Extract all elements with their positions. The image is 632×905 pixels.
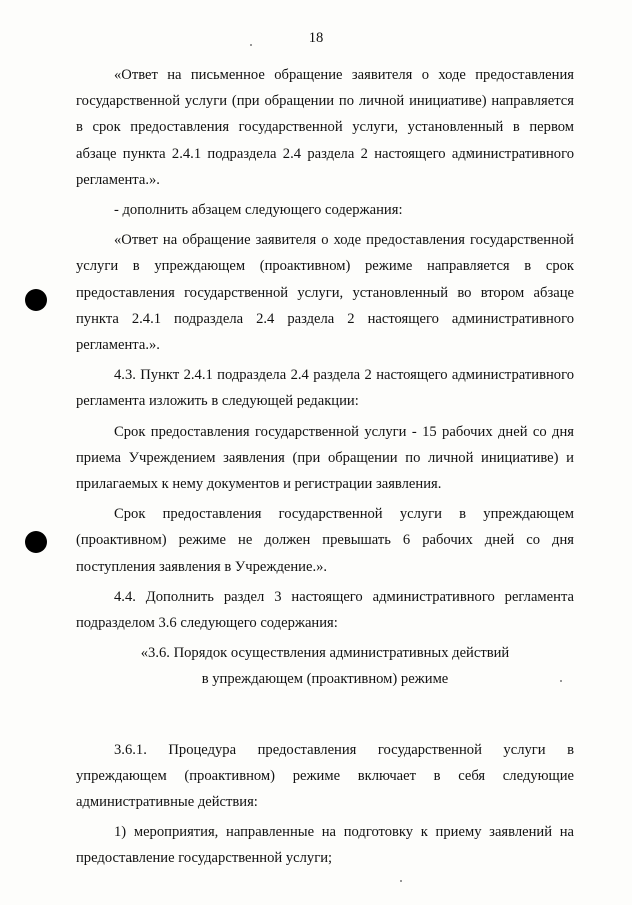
scan-speck: [400, 880, 402, 882]
binder-hole-bottom: [25, 531, 47, 553]
section-heading: [76, 640, 574, 692]
binder-hole-top: [25, 289, 47, 311]
paragraph: Срок предоставления государственной услуги в упреждающем (проактивном) режиме не должен превышать 6 рабочих дней со дня поступления заявления в Учреждение.».: [76, 506, 574, 575]
paragraph: 1) мероприятия, направленные на подготовку к приему заявлений на предоставление государственной услуги;: [76, 824, 574, 867]
paragraph: 4.3. Пункт 2.4.1 подраздела 2.4 раздела 2 настоящего административного регламента изложить в следующей редакции:: [76, 367, 574, 410]
paragraph: «Ответ на письменное обращение заявителя о ходе предоставления государственной услуги (при обращении по личной инициативе) направляется в срок предоставления государственной услуги, установленный в первом абзаце пункта 2.4.1 подраздела 2.4 раздела 2 настоящего административного регламента.».: [76, 67, 574, 188]
paragraph: - дополнить абзацем следующего содержания:: [114, 202, 403, 219]
page-number: 18: [308, 30, 324, 46]
section-heading-line-2: в упреждающем (проактивном) режиме: [201, 671, 449, 688]
document-body: [76, 62, 574, 876]
paragraph: «Ответ на обращение заявителя о ходе предоставления государственной услуги в упреждающем (проактивном) режиме направляется в срок предоставления государственной услуги, установленный во втором абзаце пункта 2.4.1 подраздела 2.4 раздела 2 настоящего административного регламента.».: [76, 232, 574, 354]
section-heading-line-1: «3.6. Порядок осуществления административных действий: [140, 645, 510, 662]
paragraph: 4.4. Дополнить раздел 3 настоящего административного регламента подразделом 3.6 следующего содержания:: [76, 588, 574, 632]
paragraph: Срок предоставления государственной услуги - 15 рабочих дней со дня приема Учреждением заявления (при обращении по личной инициативе) и прилагаемых к нему документов и регистрации заявления.: [76, 423, 574, 493]
paragraph: 3.6.1. Процедура предоставления государственной услуги в упреждающем (проактивном) режиме включает в себя следующие административные действия:: [76, 741, 574, 811]
